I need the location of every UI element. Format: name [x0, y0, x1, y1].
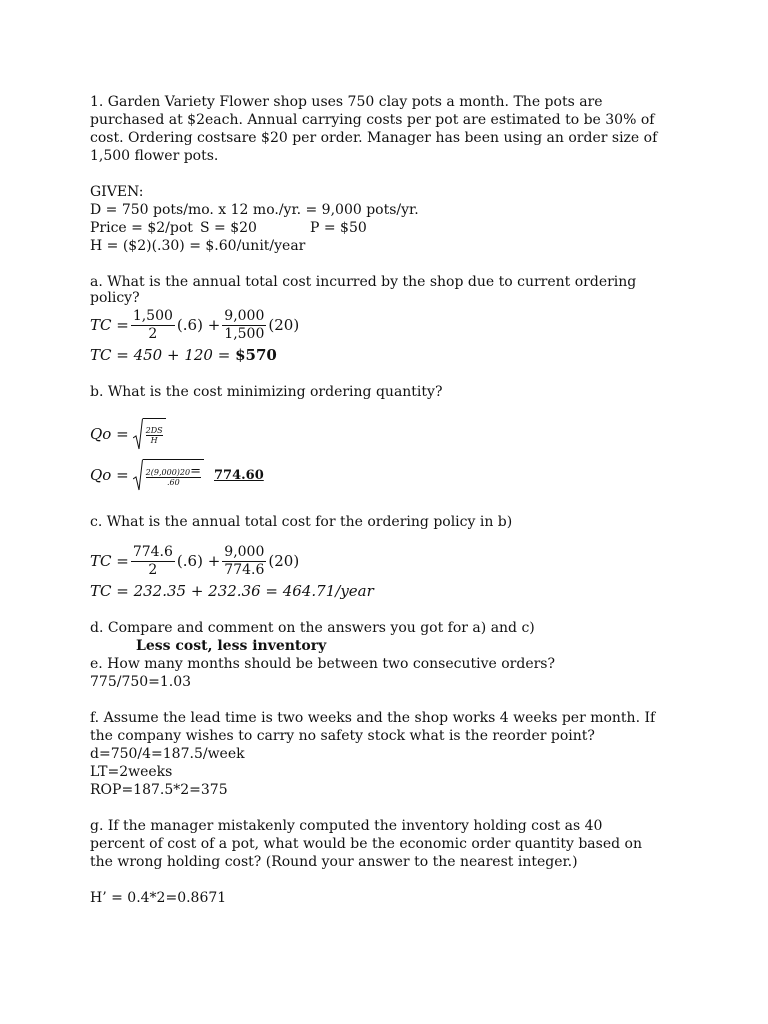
- formula-numerator: 2DS: [145, 426, 163, 435]
- eoq-calculation: [90, 453, 730, 497]
- fraction-q-over-2: [131, 308, 175, 343]
- tc-result-c: [90, 581, 730, 601]
- denominator: 1,500: [224, 325, 265, 342]
- setup-term: (20): [268, 552, 300, 570]
- holding-term: (.6) +: [176, 552, 221, 570]
- tc-result-value: $570: [235, 346, 277, 364]
- question-c: c. What is the annual total cost for the ordering policy in b): [90, 514, 513, 530]
- denominator: 2: [148, 325, 158, 342]
- question-g-line-3: the wrong holding cost? (Round your answer to the nearest integer.): [90, 854, 578, 870]
- holding-term: (.6) +: [176, 316, 221, 334]
- given-heading: GIVEN:: [90, 184, 144, 200]
- question-d: d. Compare and comment on the answers you got for a) and c): [90, 620, 535, 636]
- qo-lhs: Qo =: [90, 425, 129, 443]
- question-a-line-1: a. What is the annual total cost incurred by the shop due to current ordering: [90, 274, 637, 290]
- calc-numerator-row: [145, 463, 201, 479]
- given-demand: D = 750 pots/mo. x 12 mo./yr. = 9,000 pots/yr.: [90, 202, 419, 218]
- problem-line-2: purchased at $2each. Annual carrying costs per pot are estimated to be 30% of: [90, 112, 655, 128]
- tc-equation-c: [90, 541, 730, 581]
- setup-term: (20): [268, 316, 300, 334]
- formula-denominator: H: [150, 436, 158, 445]
- tc-sum: TC = 232.35 + 232.36 = 464.71/: [90, 582, 341, 600]
- numerator: 1,500: [132, 307, 173, 324]
- question-f-line-2: the company wishes to carry no safety stock what is the reorder point?: [90, 728, 595, 744]
- calc-denominator: .60: [166, 477, 180, 487]
- calc-numerator: 2(9,000)20: [145, 467, 191, 477]
- answer-d: Less cost, less inventory: [136, 638, 327, 654]
- answer-g-line-1: H’ = 0.4*2=0.8671: [90, 890, 227, 906]
- problem-line-1: 1. Garden Variety Flower shop uses 750 clay pots a month. The pots are: [90, 94, 603, 110]
- question-b: b. What is the cost minimizing ordering quantity?: [90, 384, 443, 400]
- given-costs-row: [90, 219, 730, 237]
- numerator: 9,000: [224, 307, 265, 324]
- given-holding: H = ($2)(.30) = $.60/unit/year: [90, 238, 306, 254]
- question-a-line-2: policy?: [90, 290, 140, 306]
- fraction-d-over-q: [222, 544, 266, 579]
- square-root-symbol: [133, 418, 166, 450]
- qo-lhs: Qo =: [90, 466, 129, 484]
- fraction-q-over-2: [131, 544, 175, 579]
- denominator: 2: [148, 561, 158, 578]
- eoq-formula: [90, 415, 730, 453]
- question-e: e. How many months should be between two consecutive orders?: [90, 656, 555, 672]
- tc-unit: year: [340, 582, 374, 600]
- question-g-line-1: g. If the manager mistakenly computed the inventory holding cost as 40: [90, 818, 603, 834]
- fraction-d-over-q: [222, 308, 266, 343]
- square-root-symbol: [133, 459, 204, 491]
- tc-equation-a: [90, 305, 730, 345]
- question-f-line-1: f. Assume the lead time is two weeks and the shop works 4 weeks per month. If: [90, 710, 656, 726]
- eoq-answer: 774.60: [214, 467, 264, 483]
- answer-e: 775/750=1.03: [90, 674, 192, 690]
- numerator: 9,000: [224, 543, 265, 560]
- question-g-line-2: percent of cost of a pot, what would be the economic order quantity based on: [90, 836, 642, 852]
- answer-f-line-3: ROP=187.5*2=375: [90, 782, 228, 798]
- problem-line-4: 1,500 flower pots.: [90, 148, 219, 164]
- tc-lhs: TC =: [90, 552, 129, 570]
- numerator: 774.6: [132, 543, 173, 560]
- problem-line-3: cost. Ordering costsare $20 per order. Manager has been using an order size of: [90, 130, 658, 146]
- given-p: P = $50: [310, 220, 367, 236]
- tc-lhs: TC =: [90, 316, 129, 334]
- tc-sum: TC = 450 + 120 =: [90, 346, 231, 364]
- given-setup: S = $20: [200, 220, 257, 236]
- denominator: 774.6: [224, 561, 265, 578]
- answer-f-line-1: d=750/4=187.5/week: [90, 746, 245, 762]
- given-price: Price = $2/pot: [90, 220, 193, 236]
- answer-f-line-2: LT=2weeks: [90, 764, 173, 780]
- document-page: [90, 93, 730, 907]
- equals-sign: =: [190, 463, 201, 479]
- tc-result-a: [90, 345, 730, 365]
